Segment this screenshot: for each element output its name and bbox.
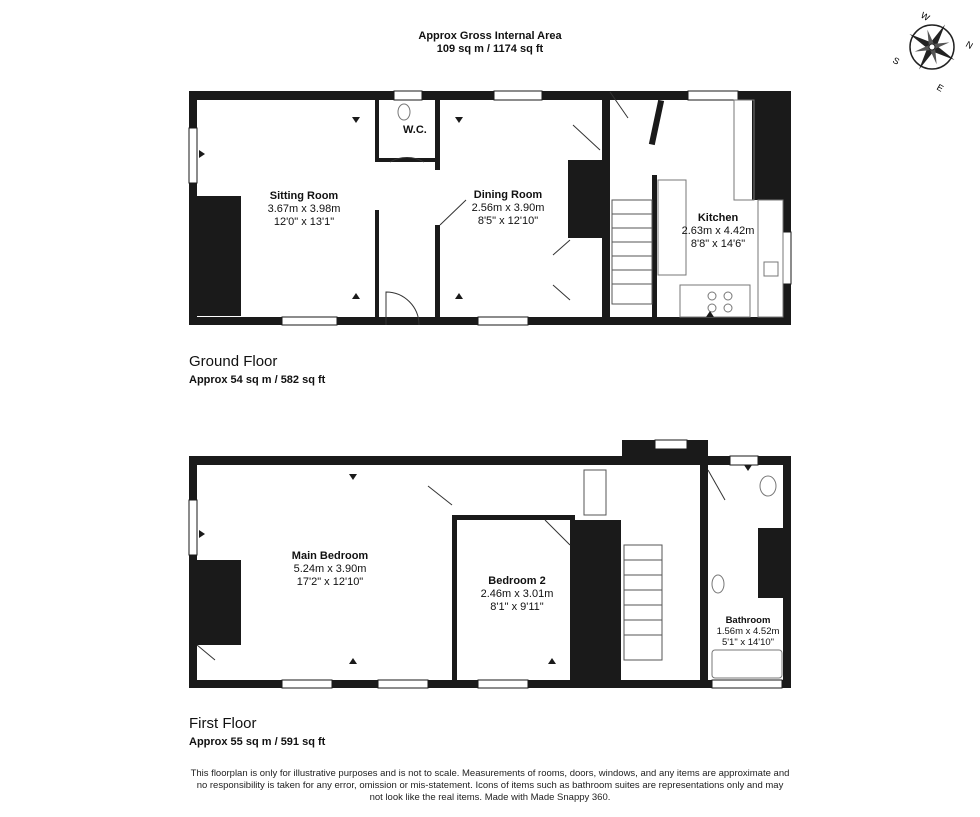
gf-wall-sitting-hall bbox=[375, 100, 379, 160]
gf-wall-left bbox=[189, 91, 197, 325]
gf-wall-hall-dining-2 bbox=[435, 225, 440, 317]
gf-window-dining-top bbox=[494, 91, 542, 100]
ff-window-bath-top bbox=[730, 456, 758, 465]
ff-bath-tub bbox=[712, 650, 782, 678]
gf-wc-toilet bbox=[398, 104, 410, 120]
ff-wall-right bbox=[783, 456, 791, 688]
ff-wall-landing-bath bbox=[700, 465, 708, 680]
ff-bath-basin bbox=[712, 575, 724, 593]
room-name: Bedroom 2 bbox=[488, 575, 546, 587]
ff-bath-wall-chunk bbox=[758, 528, 783, 598]
ff-window-bath-bottom bbox=[712, 680, 782, 688]
room-imperial: 8'8" x 14'6" bbox=[690, 238, 746, 250]
ff-wall-main-landing bbox=[452, 515, 457, 680]
gf-window-sitting-left bbox=[189, 128, 197, 183]
ground-floor-title: Ground Floor bbox=[189, 353, 278, 370]
ground-floor-area: Approx 54 sq m / 582 sq ft bbox=[189, 374, 326, 386]
ff-chimney-main bbox=[197, 560, 241, 645]
gf-wall-sitting-hall-2 bbox=[375, 210, 379, 317]
room-bedroom-2 bbox=[462, 575, 572, 614]
gf-wall-stairs-kitchen bbox=[652, 175, 657, 317]
gf-cupboard-door bbox=[553, 240, 570, 300]
room-metric: 2.63m x 4.42m bbox=[681, 225, 755, 237]
ff-window-bed2 bbox=[478, 680, 528, 688]
room-metric: 2.46m x 3.01m bbox=[480, 588, 554, 600]
gf-wall-hall-dining bbox=[435, 100, 440, 170]
compass-n: N bbox=[964, 39, 975, 51]
gf-chimney-sitting bbox=[197, 196, 241, 316]
room-metric: 2.56m x 3.90m bbox=[471, 202, 545, 214]
first-floor-title: First Floor bbox=[189, 715, 257, 732]
ff-window-main-2 bbox=[378, 680, 428, 688]
room-imperial: 17'2" x 12'10" bbox=[296, 576, 364, 588]
ff-door-main bbox=[428, 486, 452, 505]
ff-landing-cupboard bbox=[584, 470, 606, 515]
gf-wall-kitchen-diag bbox=[649, 100, 664, 145]
gf-kitchen-wall-chunk bbox=[752, 100, 783, 200]
gf-window-kitchen-right bbox=[783, 232, 791, 284]
ff-cupboard-door bbox=[197, 645, 215, 660]
gf-window-sitting-bottom bbox=[282, 317, 337, 325]
room-kitchen bbox=[663, 212, 773, 251]
compass-w: W bbox=[919, 10, 932, 23]
room-metric: 1.56m x 4.52m bbox=[716, 626, 780, 637]
ff-chimney-landing bbox=[575, 520, 621, 680]
gf-window-wc bbox=[394, 91, 422, 100]
ff-wall-bed2-top bbox=[452, 515, 572, 520]
ff-bath-toilet bbox=[760, 476, 776, 496]
room-name: Main Bedroom bbox=[291, 550, 369, 562]
room-sitting-room bbox=[249, 190, 359, 229]
ff-door-bed2 bbox=[545, 520, 570, 545]
room-name: Bathroom bbox=[725, 615, 771, 626]
gross-area-title: Approx Gross Internal Area bbox=[418, 30, 562, 42]
room-wc-label: W.C. bbox=[403, 124, 427, 136]
room-metric: 3.67m x 3.98m bbox=[267, 203, 341, 215]
room-name: Kitchen bbox=[697, 212, 739, 224]
room-name: Sitting Room bbox=[269, 190, 339, 202]
room-imperial: 8'5" x 12'10" bbox=[477, 215, 539, 227]
first-floor-area: Approx 55 sq m / 591 sq ft bbox=[189, 736, 326, 748]
ff-door-bath bbox=[708, 470, 725, 500]
room-imperial: 5'1" x 14'10" bbox=[721, 637, 775, 648]
gross-area-value: 109 sq m / 1174 sq ft bbox=[436, 43, 544, 55]
room-metric: 5.24m x 3.90m bbox=[293, 563, 367, 575]
gf-stairs bbox=[612, 200, 652, 304]
ff-wall-top bbox=[189, 456, 609, 465]
gf-wall-dining-stairs bbox=[602, 100, 610, 317]
ff-window-landing bbox=[655, 440, 687, 449]
room-dining-room bbox=[453, 189, 563, 228]
gf-window-dining-bottom bbox=[478, 317, 528, 325]
gf-wall-right bbox=[783, 91, 791, 325]
compass-e: E bbox=[935, 82, 946, 94]
room-bathroom bbox=[708, 615, 788, 648]
ff-window-main-1 bbox=[282, 680, 332, 688]
room-name: Dining Room bbox=[473, 189, 543, 201]
disclaimer-text: This floorplan is only for illustrative purposes and is not to scale. Measurements of rooms, doors, windows, and any items are approximate and no responsibility is taken for any error, omission or mis-statement. Icons of items such as bathroom suites are representations only and may not look like the real items. Made with Made Snappy 360. bbox=[190, 768, 790, 803]
ff-window-main-left bbox=[189, 500, 197, 555]
gf-window-kitchen-top bbox=[688, 91, 738, 100]
room-imperial: 12'0" x 13'1" bbox=[273, 216, 335, 228]
compass-rose-icon bbox=[891, 10, 975, 94]
gf-door-kitchen bbox=[573, 92, 628, 150]
ff-wall-left bbox=[189, 456, 197, 688]
gf-wall-wc bbox=[375, 158, 435, 162]
room-main-bedroom bbox=[270, 550, 390, 589]
compass-s: S bbox=[891, 55, 902, 67]
ff-stairs bbox=[624, 545, 662, 660]
room-imperial: 8'1" x 9'11" bbox=[490, 601, 544, 613]
